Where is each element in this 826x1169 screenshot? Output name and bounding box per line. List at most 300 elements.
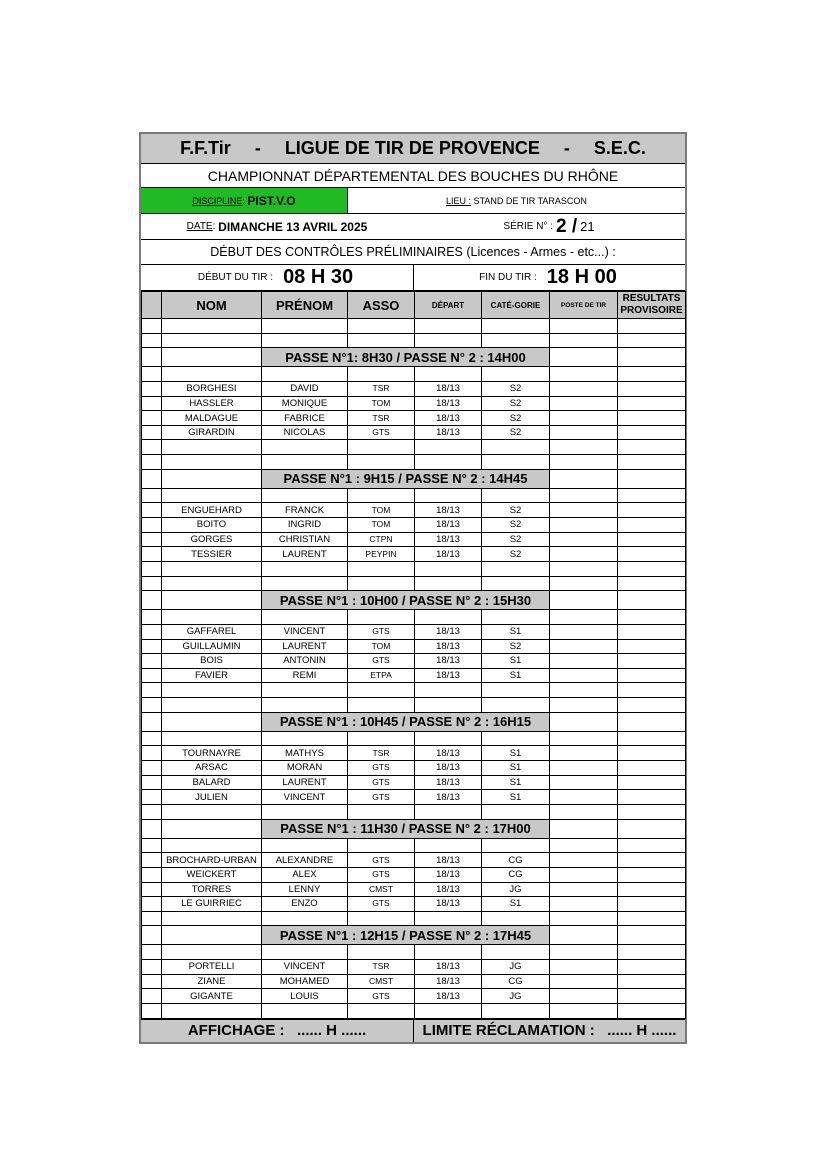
empty-cell (618, 746, 686, 761)
shooter-row (142, 624, 686, 639)
empty-cell (348, 804, 415, 819)
serie-total: 21 (580, 219, 595, 234)
shooter-row (142, 639, 686, 654)
empty-cell (618, 561, 686, 576)
empty-cell (142, 712, 162, 731)
empty-cell (550, 455, 618, 470)
empty-cell (348, 731, 415, 746)
empty-row (142, 488, 686, 503)
empty-cell (142, 610, 162, 625)
col-header-categorie: CATÉ-GORIE (482, 292, 550, 319)
empty-cell (550, 518, 618, 533)
shooter-row (142, 882, 686, 897)
empty-cell (348, 440, 415, 455)
empty-row (142, 319, 686, 334)
shooter-asso: GTS (348, 853, 415, 868)
empty-cell (550, 945, 618, 960)
empty-cell (550, 960, 618, 975)
shooter-nom: ENGUEHARD (162, 503, 262, 518)
shooter-nom: MALDAGUE (162, 411, 262, 426)
shooter-asso: TSR (348, 960, 415, 975)
empty-cell (550, 668, 618, 683)
shooter-categorie: S1 (482, 624, 550, 639)
empty-cell (348, 1003, 415, 1018)
empty-cell (262, 576, 348, 591)
empty-cell (142, 897, 162, 912)
empty-row (142, 576, 686, 591)
shooter-categorie: JG (482, 989, 550, 1004)
empty-cell (142, 440, 162, 455)
empty-cell (482, 804, 550, 819)
empty-cell (618, 668, 686, 683)
shooter-asso: TSR (348, 411, 415, 426)
empty-row (142, 804, 686, 819)
empty-cell (482, 333, 550, 348)
empty-cell (482, 488, 550, 503)
empty-cell (415, 731, 482, 746)
empty-cell (482, 610, 550, 625)
shooter-row (142, 867, 686, 882)
shooter-categorie: S1 (482, 761, 550, 776)
shooter-row (142, 518, 686, 533)
empty-cell (142, 425, 162, 440)
shooter-categorie: CG (482, 867, 550, 882)
empty-cell (162, 731, 262, 746)
shooter-depart: 18/13 (415, 989, 482, 1004)
empty-cell (262, 945, 348, 960)
empty-cell (550, 911, 618, 926)
empty-cell (142, 838, 162, 853)
empty-cell (550, 381, 618, 396)
shooter-prenom: INGRID (262, 518, 348, 533)
passe-row (142, 469, 686, 488)
empty-cell (142, 790, 162, 805)
empty-cell (618, 610, 686, 625)
shooter-row (142, 547, 686, 562)
empty-cell (550, 882, 618, 897)
shooter-prenom: DAVID (262, 381, 348, 396)
footer-row (141, 1019, 685, 1042)
shooter-categorie: S2 (482, 532, 550, 547)
shooter-asso: CMST (348, 974, 415, 989)
empty-cell (142, 989, 162, 1004)
lieu-cell (348, 188, 685, 213)
shooter-prenom: LOUIS (262, 989, 348, 1004)
shooter-depart: 18/13 (415, 639, 482, 654)
empty-cell (550, 926, 618, 945)
club-name: S.E.C. (593, 138, 646, 158)
empty-cell (482, 683, 550, 698)
empty-cell (162, 455, 262, 470)
empty-cell (142, 503, 162, 518)
shooter-nom: PORTELLI (162, 960, 262, 975)
shooter-row (142, 761, 686, 776)
empty-cell (482, 367, 550, 382)
serie-cell (413, 214, 685, 239)
empty-cell (550, 838, 618, 853)
empty-cell (415, 911, 482, 926)
shooter-depart: 18/13 (415, 960, 482, 975)
shooter-asso: GTS (348, 867, 415, 882)
shooter-prenom: MONIQUE (262, 396, 348, 411)
shooter-asso: ETPA (348, 668, 415, 683)
empty-cell (482, 1003, 550, 1018)
shooter-depart: 18/13 (415, 503, 482, 518)
empty-cell (550, 488, 618, 503)
empty-cell (348, 838, 415, 853)
date-value: DIMANCHE 13 AVRIL 2025 (218, 219, 368, 234)
empty-cell (162, 926, 262, 945)
empty-cell (550, 591, 618, 610)
empty-cell (162, 367, 262, 382)
shooter-prenom: MOHAMED (262, 974, 348, 989)
empty-cell (142, 746, 162, 761)
col-header-poste: POSTE DE TIR (550, 292, 618, 319)
col-header-asso: ASSO (348, 292, 415, 319)
shooter-row (142, 532, 686, 547)
empty-cell (162, 838, 262, 853)
empty-cell (348, 488, 415, 503)
empty-row (142, 1003, 686, 1018)
discipline-cell: DISCIPLINE : PIST.V.O (141, 188, 348, 213)
title-banner (141, 134, 685, 164)
empty-cell (348, 367, 415, 382)
shooter-asso: TOM (348, 503, 415, 518)
passe-row (142, 591, 686, 610)
empty-cell (618, 488, 686, 503)
shooter-categorie: S1 (482, 746, 550, 761)
empty-cell (482, 576, 550, 591)
empty-cell (142, 455, 162, 470)
passe-row (142, 819, 686, 838)
empty-row (142, 731, 686, 746)
shooter-asso: GTS (348, 624, 415, 639)
shooter-row (142, 853, 686, 868)
shooter-nom: LE GUIRRIEC (162, 897, 262, 912)
empty-cell (142, 654, 162, 669)
empty-cell (162, 319, 262, 334)
empty-cell (415, 804, 482, 819)
empty-cell (550, 897, 618, 912)
empty-cell (550, 503, 618, 518)
empty-cell (618, 518, 686, 533)
score-sheet (139, 132, 687, 1044)
empty-cell (482, 455, 550, 470)
shooter-prenom: FRANCK (262, 503, 348, 518)
shooter-asso: TSR (348, 381, 415, 396)
empty-cell (142, 1003, 162, 1018)
shooter-row (142, 425, 686, 440)
empty-cell (618, 882, 686, 897)
empty-cell (348, 610, 415, 625)
empty-cell (262, 731, 348, 746)
empty-cell (142, 974, 162, 989)
empty-cell (618, 532, 686, 547)
empty-cell (415, 576, 482, 591)
empty-cell (550, 333, 618, 348)
shooter-prenom: MATHYS (262, 746, 348, 761)
empty-cell (618, 503, 686, 518)
shooter-row (142, 775, 686, 790)
empty-cell (618, 804, 686, 819)
empty-cell (262, 1003, 348, 1018)
col-header-blank (142, 292, 162, 319)
empty-cell (142, 518, 162, 533)
shooter-asso: GTS (348, 425, 415, 440)
fin-label: FIN DU TIR : (479, 272, 537, 283)
empty-cell (262, 333, 348, 348)
empty-cell (550, 712, 618, 731)
empty-cell (142, 867, 162, 882)
empty-cell (618, 624, 686, 639)
fin-value: 18 H 00 (546, 266, 617, 288)
shooter-asso: GTS (348, 897, 415, 912)
limite-reclamation-cell: LIMITE RÉCLAMATION : ...... H ...... (422, 1022, 677, 1040)
empty-cell (550, 989, 618, 1004)
empty-row (142, 455, 686, 470)
empty-cell (262, 610, 348, 625)
discipline-row (141, 188, 685, 214)
empty-cell (162, 469, 262, 488)
empty-cell (348, 911, 415, 926)
shooter-asso: CTPN (348, 532, 415, 547)
empty-cell (262, 698, 348, 713)
shooter-prenom: LAURENT (262, 775, 348, 790)
shooter-nom: TORRES (162, 882, 262, 897)
shooter-nom: BALARD (162, 775, 262, 790)
empty-cell (142, 367, 162, 382)
col-header-resultats: RESULTATS PROVISOIRE (618, 292, 686, 319)
empty-row (142, 945, 686, 960)
empty-cell (142, 819, 162, 838)
empty-cell (262, 367, 348, 382)
empty-cell (162, 804, 262, 819)
passe-label: PASSE N°1: 8H30 / PASSE N° 2 : 14H00 (262, 348, 550, 367)
shooter-categorie: JG (482, 882, 550, 897)
col-header-prenom: PRÉNOM (262, 292, 348, 319)
empty-cell (415, 561, 482, 576)
shooter-nom: GORGES (162, 532, 262, 547)
empty-cell (550, 775, 618, 790)
empty-cell (348, 561, 415, 576)
debut-cell (141, 265, 414, 290)
shooter-prenom: ENZO (262, 897, 348, 912)
empty-cell (415, 333, 482, 348)
org-name: F.F.Tir (180, 138, 231, 158)
discipline-value: PIST.V.O (247, 193, 296, 208)
empty-cell (415, 838, 482, 853)
shooter-asso: PEYPIN (348, 547, 415, 562)
shooter-depart: 18/13 (415, 411, 482, 426)
empty-cell (162, 712, 262, 731)
empty-row (142, 911, 686, 926)
empty-cell (142, 532, 162, 547)
shooter-categorie: S1 (482, 668, 550, 683)
empty-cell (142, 333, 162, 348)
empty-cell (162, 819, 262, 838)
empty-cell (618, 547, 686, 562)
shooter-row (142, 974, 686, 989)
empty-row (142, 561, 686, 576)
shooter-asso: GTS (348, 989, 415, 1004)
shooter-nom: BORGHESI (162, 381, 262, 396)
shooter-row (142, 746, 686, 761)
empty-cell (142, 960, 162, 975)
shooter-depart: 18/13 (415, 775, 482, 790)
empty-cell (550, 396, 618, 411)
empty-cell (142, 348, 162, 367)
empty-cell (142, 698, 162, 713)
shooter-categorie: S2 (482, 425, 550, 440)
empty-cell (262, 561, 348, 576)
empty-cell (142, 668, 162, 683)
shooter-prenom: NICOLAS (262, 425, 348, 440)
empty-cell (482, 945, 550, 960)
empty-cell (415, 1003, 482, 1018)
shooter-row (142, 897, 686, 912)
empty-cell (618, 425, 686, 440)
empty-cell (482, 911, 550, 926)
col-header-nom: NOM (162, 292, 262, 319)
empty-cell (618, 396, 686, 411)
shooter-categorie: CG (482, 853, 550, 868)
empty-cell (415, 945, 482, 960)
shooter-asso: TSR (348, 746, 415, 761)
shooter-prenom: MORAN (262, 761, 348, 776)
tir-row (141, 265, 685, 291)
empty-cell (482, 731, 550, 746)
shooter-categorie: JG (482, 960, 550, 975)
empty-cell (162, 1003, 262, 1018)
shooter-depart: 18/13 (415, 668, 482, 683)
shooter-depart: 18/13 (415, 381, 482, 396)
shooter-prenom: ALEX (262, 867, 348, 882)
shooter-asso: TOM (348, 639, 415, 654)
empty-cell (142, 683, 162, 698)
empty-cell (162, 610, 262, 625)
empty-cell (415, 488, 482, 503)
empty-cell (348, 576, 415, 591)
shooter-prenom: ALEXANDRE (262, 853, 348, 868)
shooter-categorie: S1 (482, 654, 550, 669)
shooter-prenom: VINCENT (262, 790, 348, 805)
empty-cell (618, 1003, 686, 1018)
empty-cell (262, 440, 348, 455)
empty-cell (618, 897, 686, 912)
empty-cell (142, 411, 162, 426)
ligue-name: LIGUE DE TIR DE PROVENCE (284, 138, 540, 158)
empty-cell (618, 838, 686, 853)
empty-cell (618, 790, 686, 805)
empty-cell (482, 440, 550, 455)
empty-cell (618, 819, 686, 838)
date-label: DATE (186, 221, 213, 232)
empty-cell (550, 624, 618, 639)
lieu-value: STAND DE TIR TARASCON (473, 195, 587, 206)
empty-cell (142, 469, 162, 488)
shooter-depart: 18/13 (415, 654, 482, 669)
shooter-asso: TOM (348, 518, 415, 533)
empty-cell (415, 683, 482, 698)
empty-cell (550, 576, 618, 591)
shooter-prenom: FABRICE (262, 411, 348, 426)
empty-cell (618, 348, 686, 367)
empty-cell (482, 561, 550, 576)
controles-row: DÉBUT DES CONTRÔLES PRÉLIMINAIRES (Licences - Armes - etc...) : (141, 240, 685, 265)
empty-cell (550, 819, 618, 838)
empty-cell (142, 945, 162, 960)
empty-cell (550, 974, 618, 989)
shooter-asso: GTS (348, 775, 415, 790)
empty-cell (550, 698, 618, 713)
empty-cell (550, 532, 618, 547)
shooter-asso: GTS (348, 654, 415, 669)
empty-cell (618, 654, 686, 669)
empty-cell (550, 561, 618, 576)
shooter-nom: BROCHARD-URBAN (162, 853, 262, 868)
shooter-nom: GUILLAUMIN (162, 639, 262, 654)
shooter-nom: FAVIER (162, 668, 262, 683)
title-dash: - (563, 138, 570, 158)
empty-row (142, 333, 686, 348)
empty-cell (142, 591, 162, 610)
empty-cell (550, 319, 618, 334)
empty-row (142, 698, 686, 713)
empty-cell (262, 804, 348, 819)
shooter-prenom: LENNY (262, 882, 348, 897)
empty-cell (162, 488, 262, 503)
shooter-depart: 18/13 (415, 425, 482, 440)
shooter-asso: GTS (348, 761, 415, 776)
shooter-categorie: S2 (482, 547, 550, 562)
empty-cell (618, 367, 686, 382)
empty-cell (618, 698, 686, 713)
shooter-depart: 18/13 (415, 897, 482, 912)
empty-cell (482, 838, 550, 853)
empty-cell (262, 319, 348, 334)
empty-cell (262, 455, 348, 470)
shooter-depart: 18/13 (415, 396, 482, 411)
empty-cell (618, 469, 686, 488)
shooter-depart: 18/13 (415, 532, 482, 547)
shooter-depart: 18/13 (415, 974, 482, 989)
empty-cell (550, 654, 618, 669)
empty-cell (550, 790, 618, 805)
empty-cell (262, 683, 348, 698)
shooter-categorie: S2 (482, 518, 550, 533)
empty-cell (550, 746, 618, 761)
shooter-categorie: CG (482, 974, 550, 989)
empty-cell (262, 911, 348, 926)
empty-cell (550, 761, 618, 776)
empty-cell (162, 576, 262, 591)
empty-cell (618, 960, 686, 975)
empty-cell (415, 455, 482, 470)
serie-label: SÉRIE N° : (503, 221, 553, 232)
empty-cell (415, 698, 482, 713)
shooter-nom: HASSLER (162, 396, 262, 411)
shooter-nom: WEICKERT (162, 867, 262, 882)
empty-cell (618, 867, 686, 882)
shooter-depart: 18/13 (415, 761, 482, 776)
fin-cell (414, 265, 685, 290)
shooter-row (142, 381, 686, 396)
empty-cell (142, 639, 162, 654)
lieu-label: LIEU : (446, 195, 472, 206)
empty-cell (415, 367, 482, 382)
passe-row (142, 348, 686, 367)
empty-cell (550, 731, 618, 746)
